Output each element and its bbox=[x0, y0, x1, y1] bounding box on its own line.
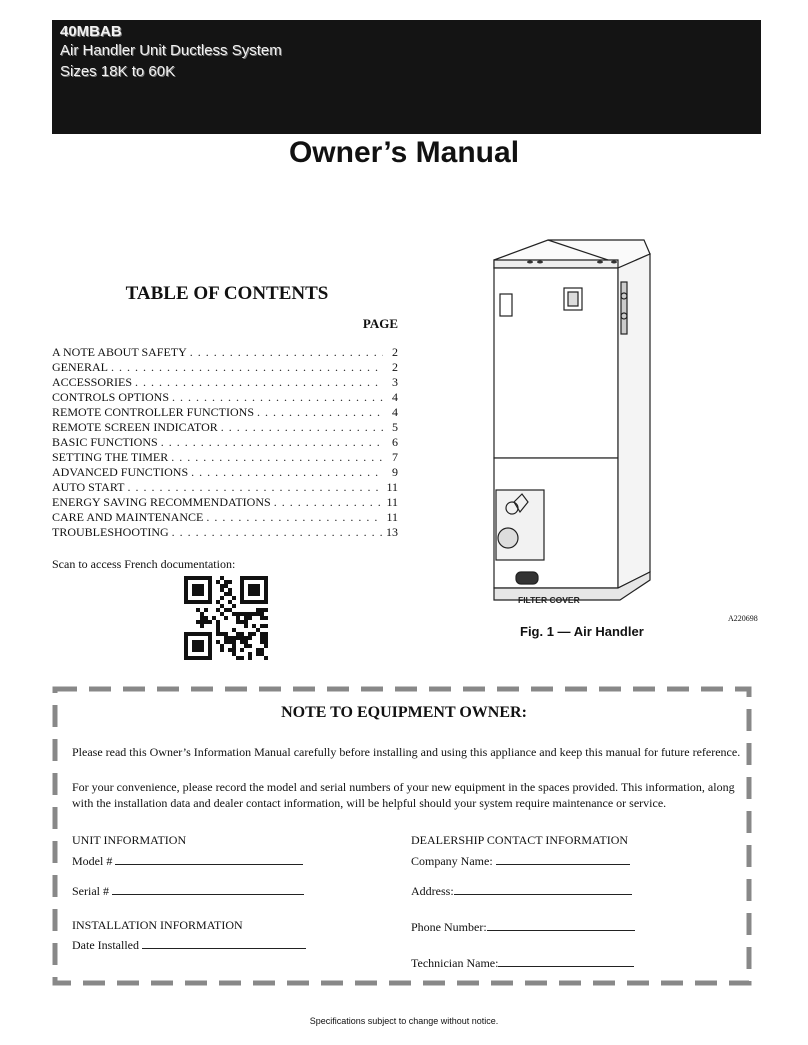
company-name-blank[interactable] bbox=[496, 852, 630, 865]
toc-leader-dots bbox=[161, 435, 383, 450]
toc-leader-dots bbox=[135, 375, 383, 390]
toc-leader-dots bbox=[111, 360, 383, 375]
toc-entry-label: TROUBLESHOOTING bbox=[52, 525, 169, 539]
toc-entry[interactable] bbox=[52, 390, 398, 405]
toc-entry-page: 5 bbox=[392, 420, 398, 434]
toc-entry-label: ACCESSORIES bbox=[52, 375, 133, 389]
toc-entry-label: A NOTE ABOUT SAFETY bbox=[52, 345, 187, 359]
toc-heading: TABLE OF CONTENTS bbox=[125, 283, 329, 304]
technician-name-label: Technician Name: bbox=[411, 956, 499, 970]
toc-entry-label: REMOTE SCREEN INDICATOR bbox=[52, 420, 218, 434]
serial-blank[interactable] bbox=[112, 882, 304, 895]
toc-entry-label: AUTO START bbox=[52, 480, 125, 494]
toc-entry-page: 11 bbox=[386, 495, 398, 509]
figure-code: A220698 bbox=[728, 614, 758, 623]
scan-instruction: Scan to access French documentation: bbox=[52, 557, 236, 571]
toc-leader-dots bbox=[127, 480, 383, 495]
toc-entry-label: GENERAL bbox=[52, 360, 108, 374]
qr-code[interactable] bbox=[184, 576, 268, 660]
phone-number-blank[interactable] bbox=[487, 918, 635, 931]
header-banner bbox=[52, 20, 761, 134]
toc-entry[interactable] bbox=[52, 435, 398, 450]
note-paragraph-2: For your convenience, please record the model and serial numbers of your new equipment in the spaces provided. This information, along with the installation data and dealer contact information, will be helpful should your system require maintenance or service. bbox=[72, 780, 735, 810]
toc-entry-page: 4 bbox=[392, 405, 398, 419]
serial-field[interactable] bbox=[72, 882, 304, 899]
company-name-field[interactable] bbox=[411, 852, 630, 869]
document-title: Owner’s Manual bbox=[288, 136, 520, 169]
toc-entry-label: CARE AND MAINTENANCE bbox=[52, 510, 204, 524]
toc-entry-page: 13 bbox=[386, 525, 398, 539]
technician-name-blank[interactable] bbox=[498, 954, 634, 967]
date-installed-field[interactable] bbox=[72, 936, 306, 953]
filter-cover-label bbox=[516, 592, 606, 608]
footer-note: Specifications subject to change without notice. bbox=[309, 1016, 499, 1026]
toc-entry-page: 2 bbox=[392, 360, 398, 374]
toc-leader-dots bbox=[190, 345, 383, 360]
toc-entry[interactable] bbox=[52, 480, 398, 495]
unit-info-heading: UNIT INFORMATION bbox=[72, 833, 187, 847]
toc-entry-page: 4 bbox=[392, 390, 398, 404]
toc-leader-dots bbox=[257, 405, 383, 420]
date-installed-blank[interactable] bbox=[142, 936, 306, 949]
model-blank[interactable] bbox=[115, 852, 303, 865]
company-name-label: Company Name: bbox=[411, 854, 493, 868]
toc-entry[interactable] bbox=[52, 525, 398, 540]
toc-leader-dots bbox=[274, 495, 383, 510]
toc-entry-label: ADVANCED FUNCTIONS bbox=[52, 465, 189, 479]
address-blank[interactable] bbox=[454, 882, 632, 895]
toc-entry[interactable] bbox=[52, 510, 398, 525]
filter-cover-text: FILTER COVER bbox=[518, 595, 580, 605]
model-field[interactable] bbox=[72, 852, 303, 869]
toc-entry-label: CONTROLS OPTIONS bbox=[52, 390, 170, 404]
toc-leader-dots bbox=[172, 525, 383, 540]
figure-caption: Fig. 1 — Air Handler bbox=[520, 624, 644, 639]
toc-entry-page: 3 bbox=[392, 375, 398, 389]
phone-number-label: Phone Number: bbox=[411, 920, 487, 934]
toc-page-heading: PAGE bbox=[362, 316, 398, 331]
toc-entry-page: 6 bbox=[392, 435, 398, 449]
toc-entry-page: 2 bbox=[392, 345, 398, 359]
product-description: Air Handler Unit Ductless System bbox=[60, 42, 282, 59]
dealership-info-heading: DEALERSHIP CONTACT INFORMATION bbox=[411, 833, 629, 847]
serial-label: Serial # bbox=[72, 884, 109, 898]
toc-entry[interactable] bbox=[52, 465, 398, 480]
date-installed-label: Date Installed bbox=[72, 938, 139, 952]
toc-entry[interactable] bbox=[52, 450, 398, 465]
product-sizes: Sizes 18K to 60K bbox=[60, 63, 176, 80]
toc-entry-page: 11 bbox=[386, 510, 398, 524]
toc-entry-label: ENERGY SAVING RECOMMENDATIONS bbox=[52, 495, 271, 509]
toc-entry-page: 11 bbox=[386, 480, 398, 494]
toc-entry[interactable] bbox=[52, 360, 398, 375]
toc-leader-dots bbox=[172, 390, 383, 405]
phone-number-field[interactable] bbox=[411, 918, 635, 935]
toc-leader-dots bbox=[171, 450, 383, 465]
model-number: 40MBAB bbox=[60, 23, 122, 40]
address-label: Address: bbox=[411, 884, 454, 898]
toc-entry-label: SETTING THE TIMER bbox=[52, 450, 169, 464]
toc-entry-label: BASIC FUNCTIONS bbox=[52, 435, 158, 449]
model-label: Model # bbox=[72, 854, 113, 868]
installation-info-heading: INSTALLATION INFORMATION bbox=[72, 918, 243, 932]
toc-entry-page: 9 bbox=[392, 465, 398, 479]
air-handler-illustration bbox=[488, 236, 658, 614]
toc-entry-label: REMOTE CONTROLLER FUNCTIONS bbox=[52, 405, 255, 419]
table-of-contents bbox=[52, 345, 398, 540]
toc-entry[interactable] bbox=[52, 405, 398, 420]
toc-entry[interactable] bbox=[52, 375, 398, 390]
toc-entry[interactable] bbox=[52, 495, 398, 510]
toc-leader-dots bbox=[191, 465, 383, 480]
toc-leader-dots bbox=[221, 420, 383, 435]
note-heading: NOTE TO EQUIPMENT OWNER: bbox=[281, 704, 527, 721]
toc-entry[interactable] bbox=[52, 420, 398, 435]
toc-entry[interactable] bbox=[52, 345, 398, 360]
address-field[interactable] bbox=[411, 882, 632, 899]
toc-entry-page: 7 bbox=[392, 450, 398, 464]
technician-name-field[interactable] bbox=[411, 954, 634, 971]
note-paragraph-1: Please read this Owner’s Information Manual carefully before installing and using this appliance and keep this manual for future reference. bbox=[72, 745, 741, 759]
toc-leader-dots bbox=[206, 510, 383, 525]
